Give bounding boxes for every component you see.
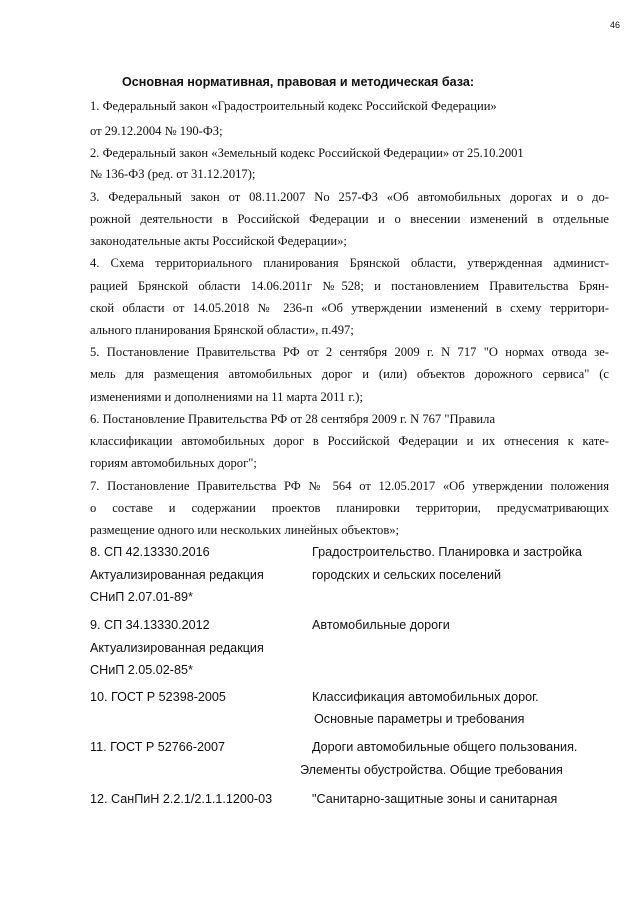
standard-code: 9. СП 34.13330.2012 [90, 618, 210, 632]
list-item-line: 7. Постановление Правительства РФ № 564 от 12.05.2017 «Об утверждении положения [90, 479, 609, 493]
standard-code: Актуализированная редакция [90, 641, 264, 655]
standard-title: городских и сельских поселений [312, 568, 502, 582]
list-item-line: № 136-ФЗ (ред. от 31.12.2017); [90, 167, 256, 181]
standard-title: Элементы обустройства. Общие требования [300, 763, 563, 777]
list-item-line: 3. Федеральный закон от 08.11.2007 No 257-ФЗ «Об автомобильных дорогах и о до- [90, 190, 609, 204]
standard-code: 12. СанПиН 2.2.1/2.1.1.1200-03 [90, 792, 273, 806]
list-item-line: рожной деятельности в Российской Федерации и о внесении изменений в отдельные [90, 212, 609, 226]
list-item-line: 2. Федеральный закон «Земельный кодекс Российской Федерации» от 25.10.2001 [90, 146, 524, 160]
list-item-line: ального планирования Брянской области», п.497; [90, 323, 354, 337]
standard-code: СНиП 2.05.02-85* [90, 663, 193, 677]
list-item-line: гориям автомобильных дорог"; [90, 456, 257, 470]
standard-title: Автомобильные дороги [312, 618, 450, 632]
standard-code: 8. СП 42.13330.2016 [90, 545, 210, 559]
standard-title: "Санитарно-защитные зоны и санитарная [312, 792, 558, 806]
list-item-line: изменениями и дополнениями на 11 марта 2011 г.); [90, 390, 363, 404]
list-item-line: ской области от 14.05.2018 № 236-п «Об утверждении изменений в схему территори- [90, 301, 609, 315]
list-item-line: о составе и содержании проектов планировки территории, предусматривающих [90, 501, 609, 515]
standard-title: Градостроительство. Планировка и застройка [312, 545, 582, 559]
list-item-line: 5. Постановление Правительства РФ от 2 сентября 2009 г. N 717 "О нормах отвода зе- [90, 345, 609, 359]
list-item-line: мель для размещения автомобильных дорог и (или) объектов дорожного сервиса" (с [90, 367, 609, 381]
list-item-line: рацией Брянской области 14.06.2011г №528; и постановлением Правительства Брян- [90, 279, 609, 293]
list-item-line: 4. Схема территориального планирования Брянской области, утвержденная админист- [90, 256, 609, 270]
list-item-line: размещение одного или нескольких линейных объектов»; [90, 523, 400, 537]
standard-title: Классификация автомобильных дорог. [312, 690, 539, 704]
standard-title: Дороги автомобильные общего пользования. [312, 740, 578, 754]
standard-code: 11. ГОСТ Р 52766-2007 [90, 740, 225, 754]
standard-title: Основные параметры и требования [314, 712, 525, 726]
page-number: 46 [609, 20, 620, 30]
list-item-line: 1. Федеральный закон «Градостроительный кодекс Российской Федерации» [90, 99, 497, 113]
section-heading: Основная нормативная, правовая и методическая база: [122, 75, 475, 89]
standard-code: Актуализированная редакция [90, 568, 264, 582]
list-item-line: классификации автомобильных дорог в Российской Федерации и их отнесения к кате- [90, 434, 609, 448]
standard-code: СНиП 2.07.01-89* [90, 590, 193, 604]
list-item-line: законодательные акты Российской Федерации»; [90, 234, 347, 248]
list-item-line: 6. Постановление Правительства РФ от 28 сентября 2009 г. N 767 "Правила [90, 412, 496, 426]
standard-code: 10. ГОСТ Р 52398-2005 [90, 690, 226, 704]
list-item-line: от 29.12.2004 № 190-ФЗ; [90, 124, 223, 138]
